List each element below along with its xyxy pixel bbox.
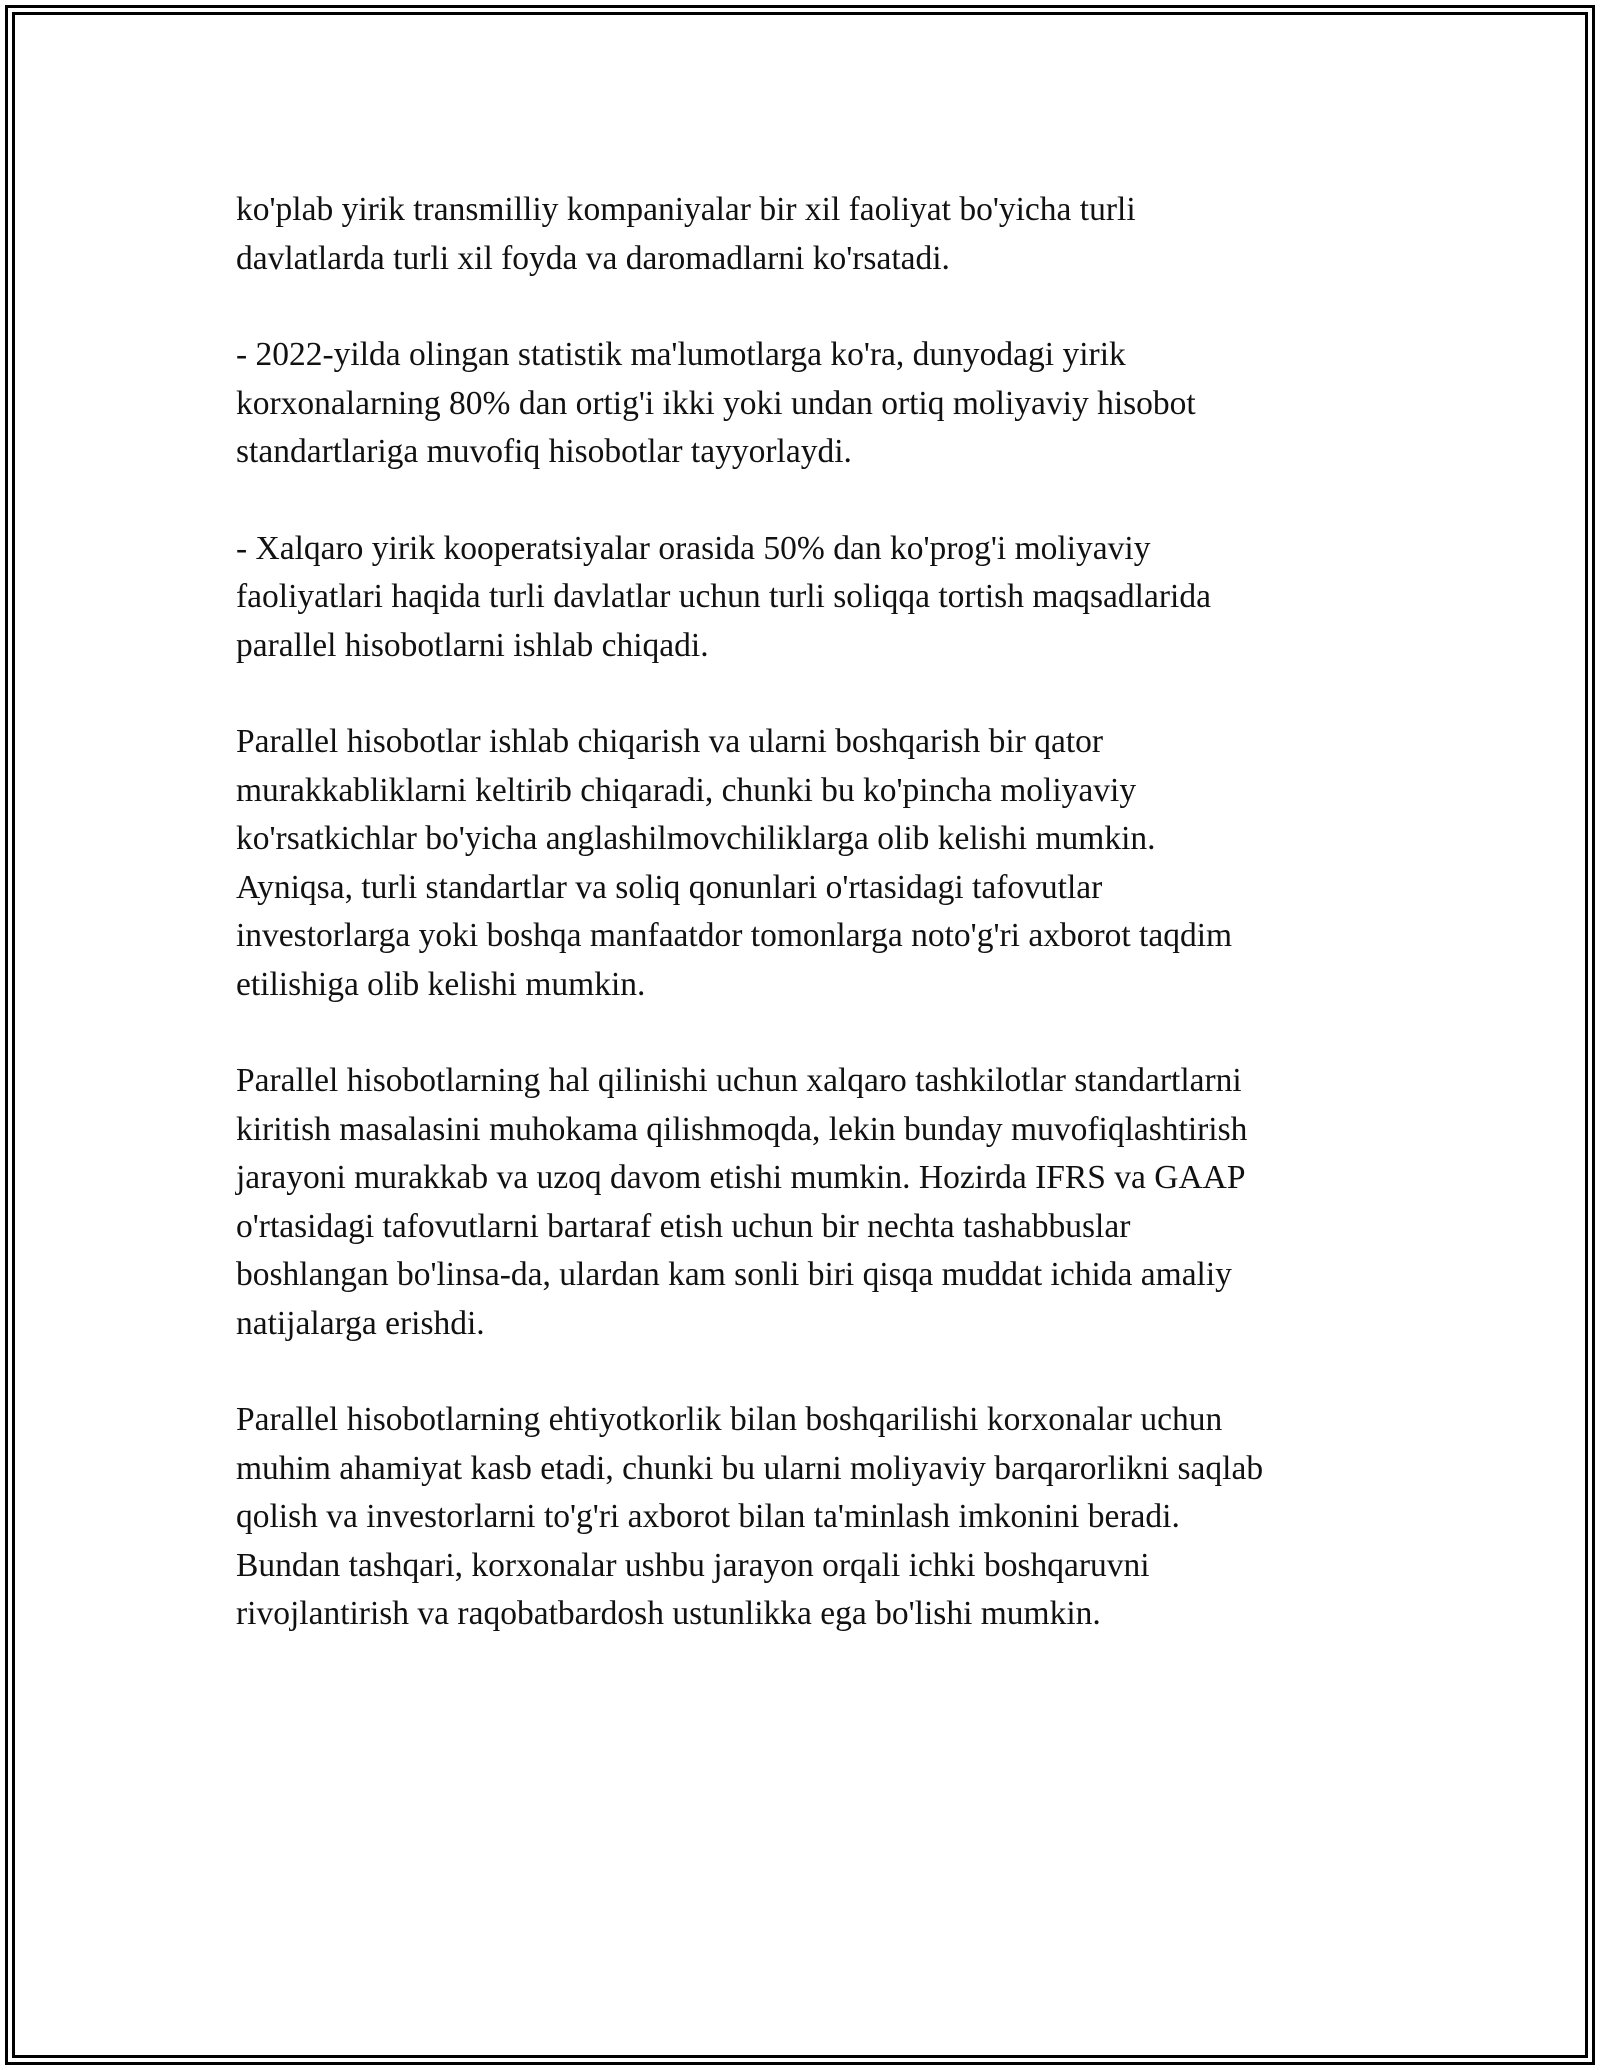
- text-line: investorlarga yoki boshqa manfaatdor tomonlarga noto'g'ri axborot taqdim: [236, 917, 1233, 954]
- paragraph-1: [236, 186, 1366, 283]
- text-line: Bundan tashqari, korxonalar ushbu jarayon orqali ichki boshqaruvni: [236, 1546, 1150, 1584]
- text-line: natijalarga erishdi.: [236, 1304, 485, 1342]
- text-line: - Xalqaro yirik kooperatsiyalar orasida 50% dan ko'prog'i moliyaviy: [236, 529, 1151, 567]
- text-line: kiritish masalasini muhokama qilishmoqda, lekin bunday muvofiqlashtirish: [236, 1110, 1248, 1148]
- paragraph-5: [236, 1057, 1366, 1348]
- text-line: ko'rsatkichlar bo'yicha anglashilmovchiliklarga olib kelishi mumkin.: [236, 820, 1156, 857]
- text-line: Parallel hisobotlarning ehtiyotkorlik bilan boshqarilishi korxonalar uchun: [236, 1401, 1223, 1438]
- text-line: faoliyatlari haqida turli davlatlar uchun turli soliqqa tortish maqsadlarida: [236, 578, 1211, 615]
- paragraph-4: [236, 718, 1366, 1009]
- text-line: korxonalarning 80% dan ortig'i ikki yoki undan ortiq moliyaviy hisobot: [236, 384, 1196, 422]
- text-line: murakkabliklarni keltirib chiqaradi, chunki bu ko'pincha moliyaviy: [236, 771, 1137, 809]
- text-line: o'rtasidagi tafovutlarni bartaraf etish uchun bir nechta tashabbuslar: [236, 1207, 1131, 1245]
- paragraph-6: [236, 1396, 1366, 1639]
- paragraph-3: [236, 525, 1366, 671]
- text-line: parallel hisobotlarni ishlab chiqadi.: [236, 626, 709, 664]
- text-line: Parallel hisobotlar ishlab chiqarish va ularni boshqarish bir qator: [236, 723, 1104, 760]
- text-line: muhim ahamiyat kasb etadi, chunki bu ularni moliyaviy barqarorlikni saqlab: [236, 1449, 1264, 1487]
- text-line: - 2022-yilda olingan statistik ma'lumotlarga ko'ra, dunyodagi yirik: [236, 336, 1126, 373]
- text-line: jarayoni murakkab va uzoq davom etishi mumkin. Hozirda IFRS va GAAP: [236, 1159, 1246, 1196]
- text-line: standartlariga muvofiq hisobotlar tayyorlaydi.: [236, 433, 852, 470]
- text-line: Parallel hisobotlarning hal qilinishi uchun xalqaro tashkilotlar standartlarni: [236, 1062, 1242, 1099]
- text-line: etilishiga olib kelishi mumkin.: [236, 965, 646, 1003]
- document-body: [236, 186, 1366, 1687]
- text-line: Ayniqsa, turli standartlar va soliq qonunlari o'rtasidagi tafovutlar: [236, 868, 1103, 906]
- paragraph-2: [236, 331, 1366, 477]
- text-line: rivojlantirish va raqobatbardosh ustunlikka ega bo'lishi mumkin.: [236, 1595, 1101, 1632]
- text-line: boshlangan bo'linsa-da, ulardan kam sonli biri qisqa muddat ichida amaliy: [236, 1256, 1232, 1293]
- text-line: davlatlarda turli xil foyda va daromadlarni ko'rsatadi.: [236, 239, 950, 277]
- text-line: ko'plab yirik transmilliy kompaniyalar bir xil faoliyat bo'yicha turli: [236, 191, 1136, 228]
- text-line: qolish va investorlarni to'g'ri axborot bilan ta'minlash imkonini beradi.: [236, 1498, 1180, 1535]
